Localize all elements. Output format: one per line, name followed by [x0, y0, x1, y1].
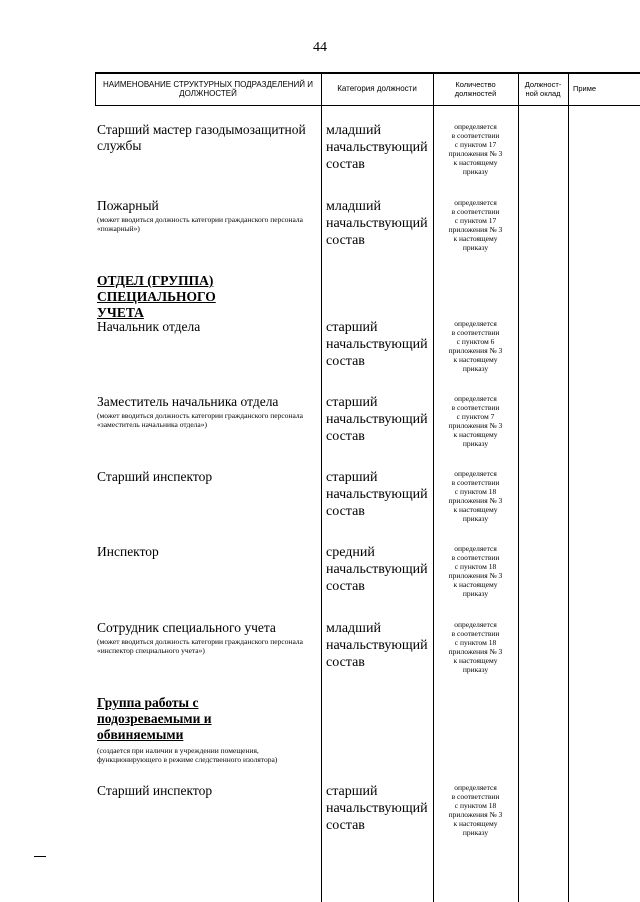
category-cell: старший начальствующий состав [326, 470, 428, 519]
position-cell [97, 620, 319, 655]
header-salary: Должност-ной оклад [524, 79, 562, 98]
category-cell: средний начальствующий состав [326, 545, 428, 594]
position-cell [97, 198, 319, 233]
position-title: Старший мастер газодымозащитной службы [97, 122, 306, 153]
header-bottom-border [95, 105, 640, 106]
count-cell: определяется в соответствии с пунктом 18 приложения № 3 к настоящему приказу [448, 620, 503, 674]
count-cell: определяется в соответствии с пунктом 18 приложения № 3 к настоящему приказу [448, 544, 503, 598]
count-cell: определяется в соответствии с пунктом 18 приложения № 3 к настоящему приказу [448, 783, 503, 837]
category-cell: младший начальствующий состав [326, 621, 428, 670]
position-note: (может вводиться должность категории гражданского персонала «заместитель начальника отдела») [97, 411, 303, 429]
position-title: Инспектор [97, 544, 159, 559]
header-note: Приме [573, 84, 597, 93]
position-title: Старший инспектор [97, 469, 213, 484]
position-cell [97, 319, 319, 335]
count-cell: определяется в соответствии с пунктом 17 приложения № 3 к настоящему приказу [448, 198, 503, 252]
position-cell [97, 469, 319, 485]
category-cell: старший начальствующий состав [326, 395, 428, 444]
position-title: Пожарный [97, 198, 159, 213]
section-note: (создается при наличии в учреждении помещения, функционирующего в режиме следственного изолятора) [97, 746, 278, 764]
section-cell [97, 273, 319, 321]
position-title: Старший инспектор [97, 783, 213, 798]
count-cell: определяется в соответствии с пунктом 7 приложения № 3 к настоящему приказу [448, 394, 503, 448]
section-title: Группа работы с подозреваемыми и обвиняемыми [97, 695, 212, 742]
category-cell: младший начальствующий состав [326, 199, 428, 248]
page-number: 44 [313, 40, 327, 55]
column-divider [321, 72, 322, 902]
staff-table [95, 72, 640, 902]
column-divider [95, 72, 96, 105]
column-divider [568, 72, 569, 902]
position-cell [97, 394, 319, 429]
position-title: Сотрудник специального учета [97, 620, 276, 635]
column-divider [518, 72, 519, 902]
position-title: Заместитель начальника отдела [97, 394, 279, 409]
position-cell [97, 544, 319, 560]
position-cell [97, 783, 319, 799]
header-category: Категория должности [337, 84, 417, 93]
count-cell: определяется в соответствии с пунктом 6 приложения № 3 к настоящему приказу [448, 319, 503, 373]
section-cell [97, 695, 319, 764]
column-divider [433, 72, 434, 902]
position-note: (может вводиться должность категории гражданского персонала «инспектор специального учета») [97, 637, 303, 655]
position-note: (может вводиться должность категории гражданского персонала «пожарный») [97, 215, 303, 233]
category-cell: старший начальствующий состав [326, 784, 428, 833]
category-cell: младший начальствующий состав [326, 123, 428, 172]
count-cell: определяется в соответствии с пунктом 17 приложения № 3 к настоящему приказу [448, 122, 503, 176]
section-title: ОТДЕЛ (ГРУППА) СПЕЦИАЛЬНОГО УЧЕТА [97, 273, 216, 320]
header-name: НАИМЕНОВАНИЕ СТРУКТУРНЫХ ПОДРАЗДЕЛЕНИЙ И ДОЛЖНОСТЕЙ [102, 79, 314, 98]
count-cell: определяется в соответствии с пунктом 18 приложения № 3 к настоящему приказу [448, 469, 503, 523]
category-cell: старший начальствующий состав [326, 320, 428, 369]
position-cell [97, 122, 319, 154]
margin-mark [34, 856, 46, 857]
header-count: Количество должностей [454, 79, 497, 98]
position-title: Начальник отдела [97, 319, 201, 334]
